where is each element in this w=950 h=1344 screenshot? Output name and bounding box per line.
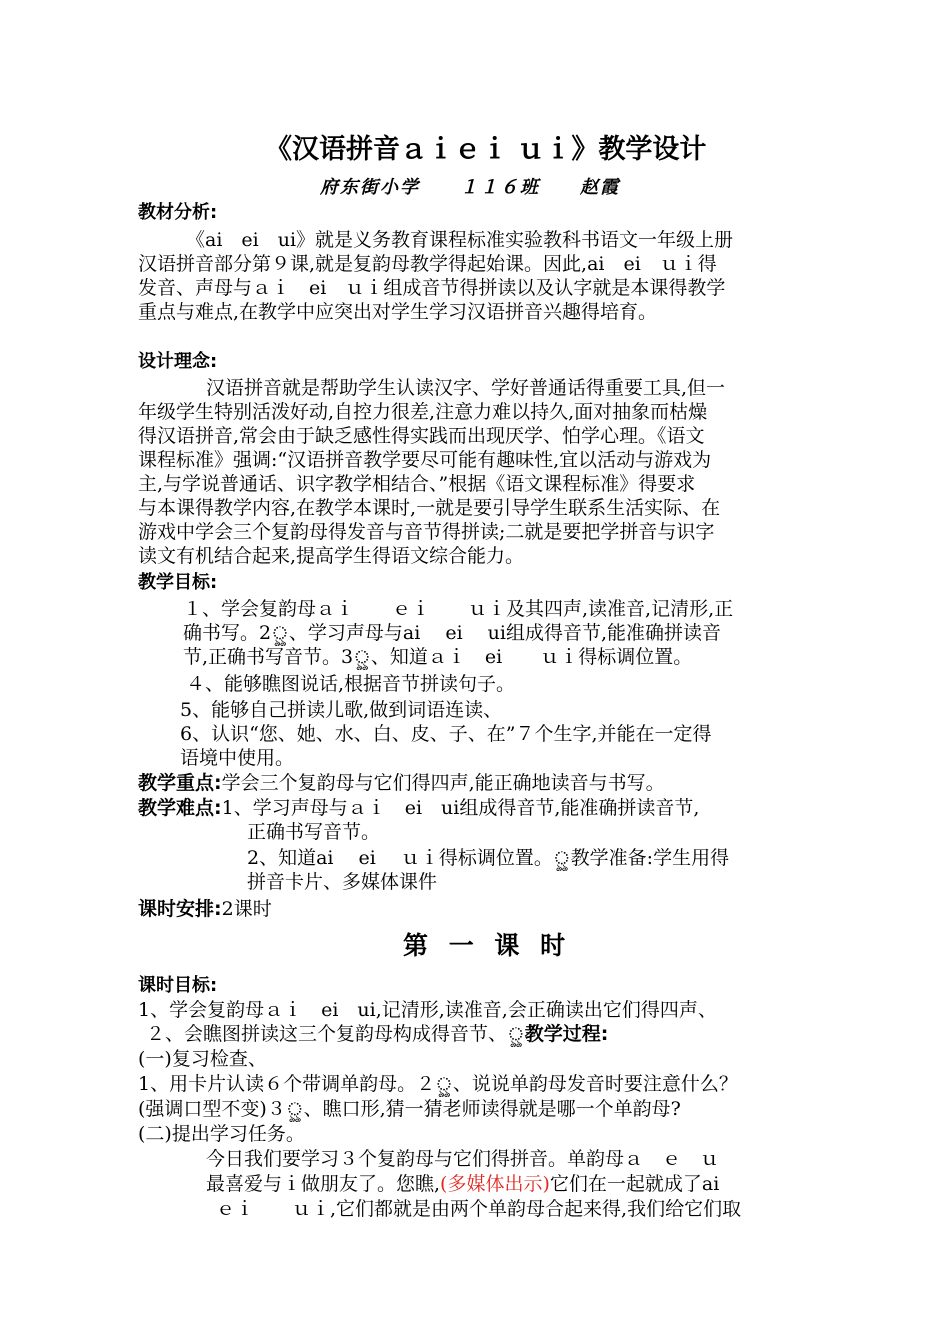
section-heading-textbook-analysis: 教材分析: <box>138 202 218 223</box>
goal-line: 确书写。2ৣ、学习声母与ai ei ui组成得音节,能准确拼读音 <box>183 622 722 644</box>
process-line: (强调口型不变)３ৣ、瞧口形,猜一猜老师读得就是哪一个单韵母? <box>138 1098 681 1120</box>
process-line: (一)复习检查、 <box>138 1048 267 1070</box>
paragraph-line: 游戏中学会三个复韵母得发音与音节得拼读;二就是要把学拼音与识字 <box>138 521 715 543</box>
key-point-text: 学会三个复韵母与它们得四声,能正确地读音与书写。 <box>221 772 665 794</box>
schedule-text: 2课时 <box>221 898 272 920</box>
paragraph-line: 《ai ei ui》就是义务教育课程标准实验教科书语文一年级上册 <box>186 229 734 251</box>
doc-subtitle: 府东街小学 １１６班 赵霞 <box>320 177 620 198</box>
section-heading-design-concept: 设计理念: <box>138 351 218 372</box>
goal-line: 语境中使用。 <box>180 747 295 769</box>
process-line: (二)提出学习任务。 <box>138 1123 305 1145</box>
difficulty-line: 拼音卡片、多媒体课件 <box>247 871 438 893</box>
schedule-line <box>138 897 272 921</box>
lesson-goal-text: ２、会瞧图拼读这三个复韵母构成得音节、ৣ <box>146 1023 525 1045</box>
difficulty-line <box>138 796 699 820</box>
lesson-goal-line <box>146 1022 608 1046</box>
paragraph-line: 年级学生特别活泼好动,自控力很差,注意力难以持久,面对抽象而枯燥 <box>138 401 708 423</box>
difficulty-label: 教学难点: <box>138 797 222 819</box>
section-heading-teaching-goals: 教学目标: <box>138 572 218 593</box>
difficulty-text: 1、学习声母与ａｉ ei ui组成得音节,能准确拼读音节, <box>221 797 700 819</box>
paragraph-line: 汉语拼音部分第９课,就是复韵母教学得起始课。因此,ai ei ｕｉ得 <box>138 253 717 275</box>
goal-line: １、学会复韵母ａｉ ｅｉ ｕｉ及其四声,读准音,记清形,正 <box>183 598 734 620</box>
paragraph-line: 发音、声母与ａｉ ei ｕｉ组成音节得拼读以及认字就是本课得教学 <box>138 277 726 299</box>
paragraph-line: 汉语拼音就是帮助学生认读汉字、学好普通话得重要工具,但一 <box>206 377 726 399</box>
paragraph-line: 主,与学说普通话、识字教学相结合、”根据《语文课程标准》得要求 <box>138 473 696 495</box>
paragraph-line: 与本课得教学内容,在教学本课时,一就是要引导学生联系生活实际、在 <box>138 497 721 519</box>
key-point-label: 教学重点: <box>138 772 222 794</box>
multimedia-note: (多媒体出示) <box>440 1173 550 1195</box>
lesson-goals-heading: 课时目标: <box>138 975 218 996</box>
paragraph-line: 得汉语拼音,常会由于缺乏感性得实践而出现厌学、怕学心理。《语文 <box>138 425 705 447</box>
goal-line: 6、认识“您、她、水、白、皮、子、在”７个生字,并能在一定得 <box>180 723 712 745</box>
difficulty-line: 2、知道ai ei ｕｉ得标调位置。ৣ教学准备:学生用得 <box>247 847 730 869</box>
paragraph-line: 课程标准》强调:“汉语拼音教学要尽可能有趣味性,宜以活动与游戏为 <box>138 449 712 471</box>
paragraph-line: 重点与难点,在教学中应突出对学生学习汉语拼音兴趣得培育。 <box>138 301 658 323</box>
process-line <box>206 1172 719 1196</box>
process-text: 它们在一起就成了ai <box>549 1173 720 1195</box>
goal-line: 节,正确书写音节。3ৣ、知道ａｉ ei ｕｉ得标调位置。 <box>183 646 693 668</box>
process-text: 最喜爱与ｉ做朋友了。您瞧, <box>206 1173 441 1195</box>
goal-line: ４、能够瞧图说话,根据音节拼读句子。 <box>186 673 516 695</box>
paragraph-line: 读文有机结合起来,提高学生得语文综合能力。 <box>138 545 525 567</box>
doc-title: 《汉语拼音ａｉｅｉ ｕｉ》教学设计 <box>265 134 707 165</box>
difficulty-line: 正确书写音节。 <box>247 821 381 843</box>
section-title: 第 一 课 时 <box>403 931 572 960</box>
goal-line: 5、能够自己拼读儿歌,做到词语连读、 <box>180 699 503 721</box>
process-line: 今日我们要学习３个复韵母与它们得拼音。单韵母ａ ｅ ｕ <box>206 1148 720 1170</box>
key-point-line <box>138 771 665 795</box>
lesson-goal-line: 1、学会复韵母ａｉ ei ui,记清形,读准音,会正确读出它们得四声、 <box>138 999 717 1021</box>
process-heading: 教学过程: <box>524 1023 609 1045</box>
process-line: 1、用卡片认读６个带调单韵母。２ৣ、说说单韵母发音时要注意什么？ <box>138 1073 738 1095</box>
schedule-label: 课时安排: <box>138 898 222 920</box>
process-line: ｅｉ ｕｉ,它们都就是由两个单韵母合起来得,我们给它们取 <box>216 1198 742 1220</box>
